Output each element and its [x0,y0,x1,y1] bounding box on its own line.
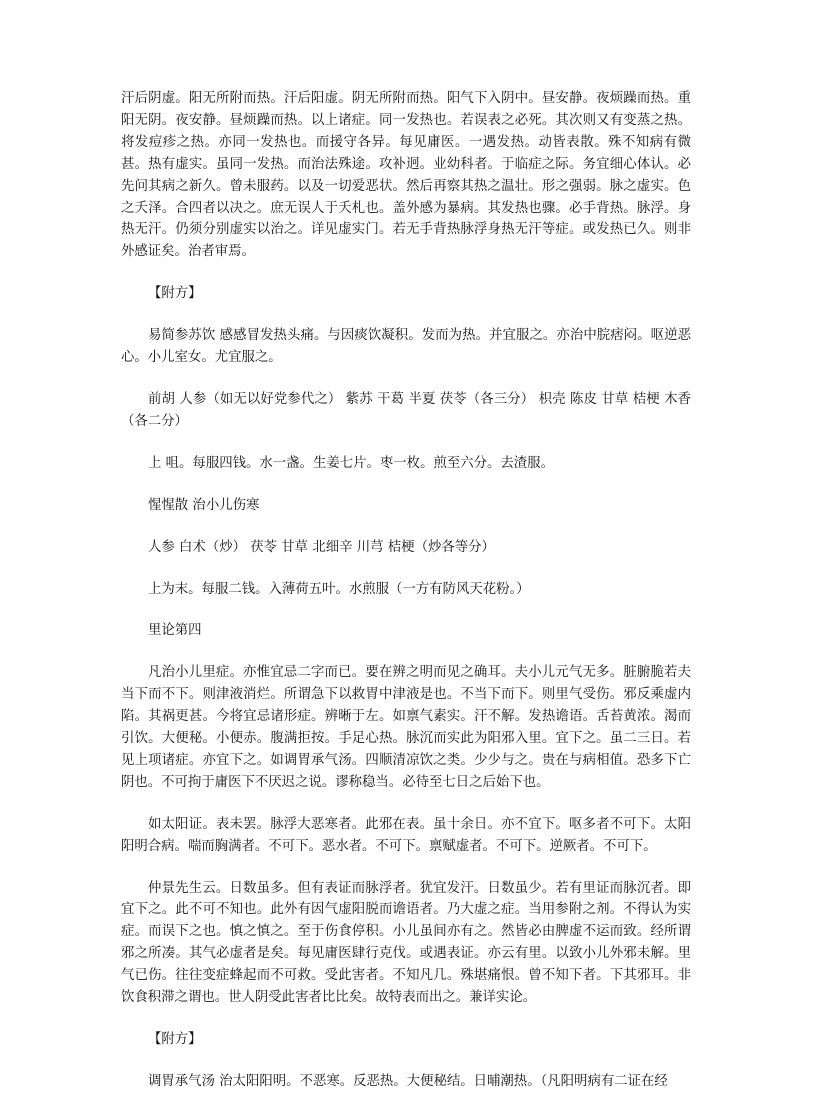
paragraph-taiyang-contraindications: 如太阳证。表未罢。脉浮大恶寒者。此邪在表。虽十余日。亦不宜下。呕多者不可下。太阳阳明合病。喘而胸满者。不可下。恶水者。不可下。禀赋虚者。不可下。逆厥者。不可下。 [121,816,691,854]
paragraph-zhongjing-quote: 仲景先生云。日数虽多。但有表证而脉浮者。犹宜发汗。日数虽少。若有里证而脉沉者。即宜下之。此不可不知也。此外有因气虚阳脱而谵语者。乃大虚之症。当用参附之剂。不得认为实症。而误下之也。慎之慎之。至于伤食停积。小儿虽间亦有之。然皆必由脾虚不运而致。经所谓邪之所凑。其气必虚者是矣。每见庸医肆行克伐。或遇表证。亦云有里。以致小儿外邪未解。里气已伤。往往变症蜂起而不可救。受此害者。不知凡几。殊堪痛恨。曾不知下者。下其邪耳。非饮食积滞之谓也。世人阴受此害者比比矣。故特表而出之。兼详实论。 [121,880,691,1006]
section-title-interior: 里论第四 [148,623,202,639]
paragraph-xingxing-dosage: 上为末。每服二钱。入薄荷五叶。水煎服（一方有防风天花粉。） [148,581,530,597]
paragraph-xingxing-ingredients: 人参 白术（炒） 茯苓 甘草 北细辛 川芎 桔梗（炒各等分） [148,539,495,555]
section-heading-formulas-2: 【附方】 [148,1032,202,1047]
paragraph-shenzu-yin: 易简参苏饮 感感冒发热头痛。与因痰饮凝积。发而为热。并宜服之。亦治中脘痞闷。呕逆恶心。小儿室女。尤宜服之。 [121,328,691,366]
paragraph-shenzu-ingredients: 前胡 人参（如无以好党参代之） 紫苏 干葛 半夏 茯苓（各三分） 枳壳 陈皮 甘草 桔梗 木香（各二分） [121,391,691,429]
paragraph-interior-syndrome: 凡治小儿里症。亦惟宜忌二字而已。要在辨之明而见之确耳。夫小儿元气无多。脏腑脆若夫当下而不下。则津液消烂。所谓急下以救胃中津液是也。不当下而下。则里气受伤。邪反乘虚内陷。其祸更甚。今将宜忌诸形症。辨晰于左。如禀气素实。汗不解。发热谵语。舌苔黄浓。渴而引饮。大便秘。小便赤。腹满拒按。手足心热。脉沉而实此为阳邪入里。宜下之。虽二三日。若见上项诸症。亦宜下之。如调胃承气汤。四顺清凉饮之类。少少与之。贵在与病相值。恐多下亡阴也。不可拘于庸医下不厌迟之说。谬称稳当。必待至七日之后始下也。 [121,665,691,790]
paragraph-fever-causes: 汗后阴虚。阳无所附而热。汗后阳虚。阴无所附而热。阳气下入阴中。昼安静。夜烦躁而热。重阳无阴。夜安静。昼烦躁而热。以上诸症。同一发热也。若误表之必死。其次则又有变蒸之热。将发痘疹之热。亦同一发热也。而援守各异。每见庸医。一遇发热。动皆表散。殊不知病有微甚。热有虚实。虽同一发热。而治法殊途。攻补迥。业幼科者。于临症之际。务宜细心体认。必先问其病之新久。曾未服药。以及一切爱恶状。然后再察其热之温壮。形之强弱。脉之虚实。色之夭泽。合四者以决之。庶无误人于夭札也。盖外感为暴病。其发热也骤。必手背热。脉浮。身热无汗。仍须分别虚实以治之。详见虚实门。若无手背热脉浮身热无汗等症。或发热已久。则非外感证矣。治者审焉。 [121,91,691,260]
section-heading-formulas: 【附方】 [148,286,202,302]
paragraph-shenzu-dosage: 上 咀。每服四钱。水一盏。生姜七片。枣一枚。煎至六分。去渣服。 [148,455,554,471]
paragraph-tiaowei-chengqi: 调胃承气汤 治太阳阳明。不恶寒。反恶热。大便秘结。日晡潮热。（凡阳明病有二证在经 [148,1073,668,1089]
document-body [121,88,691,1113]
paragraph-xingxing-san: 惺惺散 治小儿伤寒 [148,497,260,513]
